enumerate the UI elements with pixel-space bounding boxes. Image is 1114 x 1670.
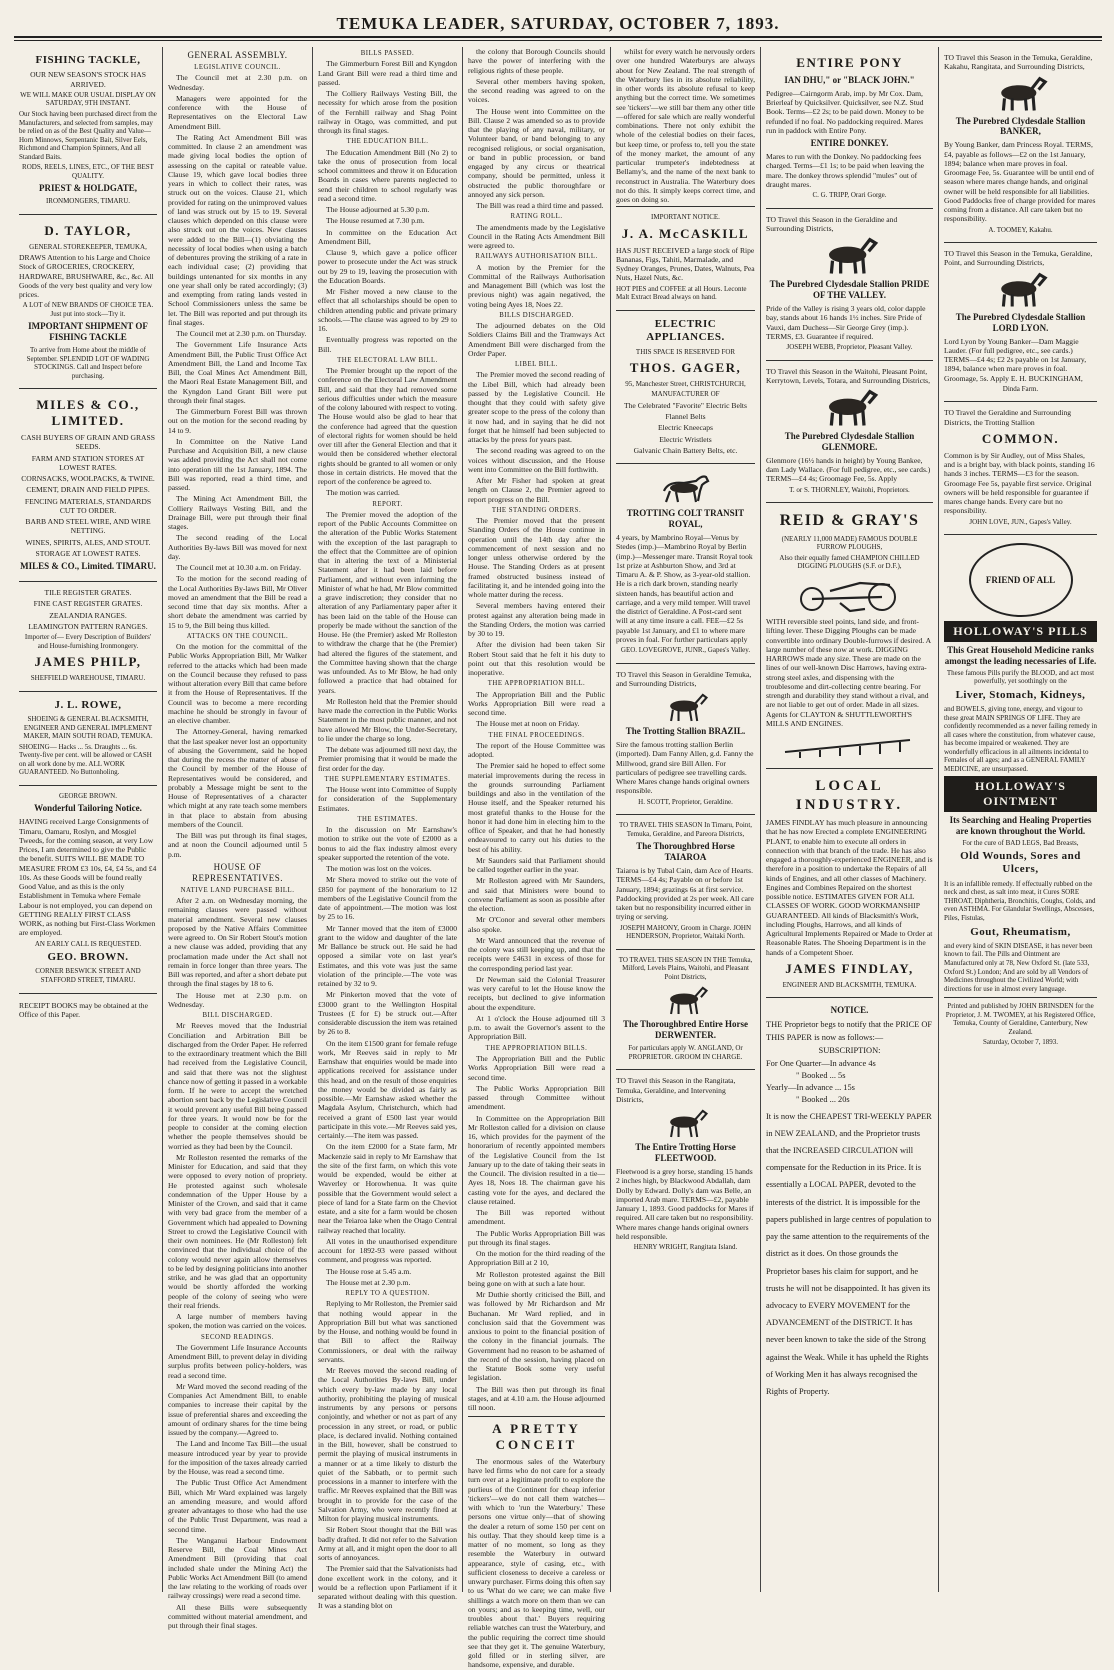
section-sub: REPORT. [372, 500, 403, 508]
common-ad [944, 402, 1097, 535]
column-7 [938, 47, 1102, 1592]
pills-body2: and BOWELS, giving tone, energy, and vigour to these great MAIN SPRINGS OF LIFE. They are confidently recommended as a never failing remedy in all cases where the constitution, from whatever cause, has become impaired or weakened. They are wonderfully efficacious in all ailments incidental to Females of all ages; and as a GENERAL FAMILY MEDICINE, are unsurpassed. [944, 705, 1097, 773]
pride-sign: JOSEPH WEBB, Proprietor, Pleasant Valley. [786, 343, 913, 352]
section-sub: THE ELECTORAL LAW BILL. [337, 356, 438, 364]
fishing-rods: RODS, REELS, LINES, ETC., OF THE BEST QUALITY. [22, 163, 154, 180]
column-2 [162, 47, 312, 1631]
article-paragraph: Several other members having spoken, the second reading was agreed to on the voices. [468, 76, 605, 105]
taiaroa-body: Taiaroa is by Tubal Cain, dam Ace of Hearts. TERMS—£4 4s; Payable on or before 1st January, 1894; grazings 6s at first service. Paddocking provided at 2s per week. All care taken but no responsibility incurred either in trying or serving. [616, 866, 754, 922]
article-paragraph: In Committee on the Native Land Purchase and Acquisition Bill, a new clause was added providing the Act shall not come into operation till the 1st January, 1894. The Bill was reported, read a third time, and passed. [168, 436, 307, 492]
fleetwood-body: Fleetwood is a grey horse, standing 15 hands 2 inches high, by Blackwood Abdallah, dam Dolly by Edward. Dolly's dam was Belle, an imported Arab mare. TERMS—£2, payable January 1, 1893. Good paddocks for Mares if required. All care taken but no responsibility. Where mares change hands original owners held responsible. [616, 1167, 754, 1241]
taylor-sub: GENERAL STOREKEEPER, TEMUKA, [29, 242, 147, 251]
pride-name: The Purebred Clydesdale Stallion PRIDE OF THE VALLEY. [769, 279, 930, 301]
article-paragraph: The Mining Act Amendment Bill, the Colliery Railways Vesting Bill, and the Drainage Bill, were put through their final stages. [168, 494, 307, 531]
article-paragraph: After Mr Fisher had spoken at great length on Clause 2, the Premier agreed to report progress on the Bill. [468, 476, 605, 504]
gager-mfr: MANUFACTURER OF [651, 390, 720, 399]
article-paragraph: On the motion for the committal of the Public Works Appropriation Bill, Mr Walker referred to the attacks which had been made on the Council because they refused to pass without alteration every Bill that came before it from the House of Representatives. If the Council was to become a mere recording machine he should be strongly in favour of an elective chamber. [168, 642, 307, 726]
taylor-ad [19, 215, 157, 390]
article-paragraph: The House adjourned at 5.30 p.m. [326, 205, 430, 215]
pony-body: Pedigree—Cairngorm Arab, imp. by Mr Cox. Dam, Brierleaf by Quicksilver. Quicksilver, see N.Z. Stud Book. Terms—£2 2s; to be paid down. Money to be refunded if no foal. No paddocking required. Mares run in paddock with Entire Pony. [766, 88, 924, 135]
section-sub: THE APPROPRIATION BILLS. [485, 1044, 588, 1052]
article-paragraph: Mr Fisher moved a new clause to the effect that all scholarships should be open to children attending public and private primary schools.—The clause was agreed to by 29 to 16. [318, 287, 457, 334]
brown-ad [19, 786, 157, 994]
priest-sub: IRONMONGERS, TIMARU. [45, 197, 131, 206]
derwenter-ad [616, 950, 755, 1071]
findlay-body: JAMES FINDLAY has much pleasure in announcing that he has now Erected a complete ENGINEERING PLANT, to enable him to execute all orders in connection with that branch of the trade. He has also engaged a thoroughly-experienced ENGINEER, and is therefore in a position to undertake the Repairs of all kinds of Engines, and all other classes of Machinery. Engines and Combines Repaired on the shortest possible notice. ESTIMATES GIVEN FOR ALL CLASSES OF WORK. GOOD WORKMANSHIP GUARANTEED. All kinds of Blacksmith's Work, including Ploughs, Harrows, and all kinds of Agricultural Implements Repaired or Made to Order at Reasonable Rates. The Shoeing Department is in the hands of a Competent Shoer. [766, 818, 933, 957]
lyon-intro: TO Travel this Season in the Temuka, Geraldine, Point, and Surrounding Districts, [944, 249, 1093, 268]
brown-inspect: AN EARLY CALL IS REQUESTED. [34, 939, 142, 948]
article-paragraph: The second reading was agreed to on the voices without discussion, and the House went into Committee on the Bill forthwith. [468, 446, 605, 474]
article-paragraph: The Bill was reported without amendment. [468, 1208, 605, 1227]
article-paragraph: Mr O'Conor and several other members also spoke. [468, 915, 605, 934]
notice-title: NOTICE. [830, 1005, 869, 1016]
article-paragraph: The House met at 2.30 p.m. on Wednesday. [168, 990, 307, 1009]
column-4 [462, 47, 610, 1670]
conceit-title: A PRETTY CONCEIT [492, 1421, 581, 1453]
reid-gray-ad [766, 503, 933, 769]
article-paragraph: Mr Duthie shortly criticised the Bill, and was followed by Mr Richardson and Mr Buchanan. Mr Ward replied, and in conclusion said that the Government was anxious to point to the financial position of the colony in the financial journals. The Government had no reason to be ashamed of the record of the session, having placed on the Statute Book some very useful legislation. [468, 1290, 605, 1383]
friend-of-all-emblem [969, 543, 1073, 617]
reid-sub: (NEARLY 11,000 MADE) FAMOUS DOUBLE FURROW PLOUGHS, [781, 534, 918, 552]
article-paragraph: A motion by the Premier for the Committal of the Railways Authorisation and Management Bill (which was lost the previous night) was again negatived, the voting being Ayes 18, Noes 22. [468, 262, 605, 309]
article-paragraph: Mr Rolleston protested against the Bill being gone on with at such a late hour. [468, 1269, 605, 1288]
article-paragraph: The report of the House Committee was adopted. [468, 740, 605, 760]
section-sub: THE SUPPLEMENTARY ESTIMATES. [324, 775, 451, 783]
findlay-ad [766, 769, 933, 998]
general-assembly-title: GENERAL ASSEMBLY. [187, 50, 288, 60]
article-paragraph: the colony that Borough Councils should have the power of interfering with the religious rights of these people. [468, 47, 605, 75]
article-paragraph: The Bill was read a third time and passed. [476, 201, 604, 210]
subs-row: " Booked ... 5s [796, 1070, 846, 1080]
shipment-body: To arrive from Home about the middle of September. SPLENDID LOT OF WADING STOCKINGS. Call and Inspect before purchasing. [26, 346, 150, 380]
brazil-intro: TO Travel this Season in Geraldine Temuka, and Surrounding Districts, [616, 669, 752, 688]
fleetwood-intro: TO Travel this Season in the Rangitata, Temuka, Geraldine, and Intervening Districts, [616, 1076, 736, 1104]
gager-name: THOS. GAGER, [629, 360, 742, 376]
transit-title: TROTTING COLT TRANSIT ROYAL, [626, 508, 745, 530]
importer: Importer of— Every Description of Builders' and House-furnishing Ironmongery. [24, 633, 152, 650]
reid-sub2: Also their equally famed CHAMPION CHILLED DIGGING PLOUGHS (S.F. or D.F.), [779, 553, 920, 571]
article-paragraph: The motion was lost on the voices. [326, 864, 432, 874]
section-sub: BILLS DISCHARGED. [499, 311, 574, 319]
horse-icon [658, 691, 714, 723]
article-paragraph: The Premier said that the Salvationists had done excellent work in the colony, and it would be a reflection upon Parliament if it separated without dealing with this question. It was a standing blot on [318, 1564, 457, 1611]
subs-row: Yearly—In advance ... 15s [766, 1083, 855, 1093]
article-paragraph: The House went into Committee of Supply for consideration of the Supplementary Estimates. [318, 785, 457, 813]
article-paragraph: On the item £2000 for a State farm, Mr Mackenzie said in reply to Mr Earnshaw that the site of the first farm, on which this vote would be expended, would be either at Waverley or Horowhenua. It was quite possible that the Government would select a piece of land for a State farm on the Cheviot estate, and a site for a farm would be chosen near the Teiaroa lake when the Otago Central railway reached that locality. [318, 1142, 457, 1235]
brazil-body: Sire the famous trotting stallion Berlin (imported). Dam Fanny Allen, g.d. Fanny the Millwood, grand sire Bill Allen. For particulars of pedigree see travelling cards. Where Mares change hands original owners responsible. [616, 740, 754, 796]
gager-ad [616, 311, 755, 465]
glenmore-ad [766, 361, 933, 504]
common-body: Common is by Sir Audley, out of Miss Shales, and is a bright bay, with black points, standing 16 hands 3 inches. TERMS—£3 for the season. Groomage Fee 5s, payable first service. Original owners will be held responsible for guarantee if mares change hands. Every care but no responsibility. [944, 450, 1095, 516]
toomey-ad [944, 47, 1097, 243]
reid-body: WITH reversible steel points, land side, and front-lifting lever. These Digging Ploughs can be made convertible into ordinary Double-furrows if desired. A large number of these now at work. DIGGING HARROWS made any size. These are made on the lines of our well-known Disc Harrows, having extra-strong steel axles, and dispensing with the troublesome and dirt-collecting centre bearing. For strength and durability they stand without a rival, and are not liable to get out of order. Made in all sizes. Agents for CLAYTON & SHUTTLEWORTH'S MILLS AND ENGINES. [766, 617, 931, 728]
holloway-ad [944, 535, 1097, 1055]
ointment-tag: Its Searching and Healing Properties are known throughout the World. [949, 814, 1092, 836]
pills-banner: HOLLOWAY'S PILLS [944, 621, 1097, 642]
article-paragraph: The Rating Act Amendment Bill was committed. In clause 2 an amendment was made giving local bodies the option of assessing on the capital or rateable value. Clause 19, which gave local bodies three years in which to collect their rates, was struck out on the voices. Clause 21, which provided for rating on the unimproved values of land was struck out by 15 to 19. Several clauses which depended on this clause were also struck out on the voices. New clauses were added to the Bill—(1) obviating the necessity of local bodies when using a batch of debentures proving the striking of a rate in each individual case; (2) providing that buildings untenanted for six months in any one year shall only be rated accordingly; (3) and exempting from rating lands vested in School Commissioners unless the same be let. The Bill was reported and put through its final stages. [168, 132, 307, 327]
pills-body: These famous Pills purify the BLOOD, and act most powerfully, yet soothingly on the [946, 668, 1095, 686]
article-paragraph: The House met at noon on Friday. [476, 719, 580, 729]
miles-ad [19, 389, 157, 582]
article-paragraph: The Premier moved the adoption of the report of the Public Accounts Committee on the alteration of the Public Works Statement with the exception of the last paragraph to the effect that the Committee are of opinion that in altering the text of a Ministerial Statement after it had been laid before Parliament, and without even informing the Minister of what he had, Mr Blow committed a grave indiscretion; they consider that no alteration of any Parliamentary paper after it has been laid on the table of the House can properly be made without the sanction of the House. He (the Premier) asked Mr Rolleston to withdraw the charge that he (the Premier) had altered the figures of the statement, and the Committee having shown that the charge was unfounded. As to Mr Blow, he had only followed a practice that had obtained for years. [318, 509, 457, 695]
article-paragraph: Mr Shera moved to strike out the vote of £850 for payment of the honorarium to 12 members of the Legislative Council from the date of appointment.—The motion was lost by 25 to 16. [318, 875, 457, 922]
lyon-sign: Dinda Farm. [1002, 384, 1039, 393]
section-sub: LIBEL BILL. [515, 361, 558, 369]
notice-head: IMPORTANT NOTICE. [651, 213, 720, 222]
printed-by: Printed and published by JOHN BRINSDEN for the Proprietor, J. M. TWOMEY, at his Registered Office, Temuka, County of Geraldine, Canterbury, New Zealand. [945, 1002, 1096, 1036]
article-paragraph: Sir Robert Stout thought that the Bill was badly drafted. It did not refer to the Salvation Army at all, and it might open the door to all sorts of annoyances. [318, 1525, 457, 1563]
section-sub: RAILWAYS AUTHORISATION BILL. [475, 253, 598, 261]
section-sub: THE EDUCATION BILL. [346, 138, 429, 146]
miles-item: FARM AND STATION STORES AT LOWEST RATES. [31, 453, 145, 472]
clydesdale-horse-icon [988, 75, 1054, 113]
brown-title: Wonderful Tailoring Notice. [34, 803, 142, 814]
gager-item: Electric Wristlets [659, 434, 712, 444]
fleetwood-sign: HENRY WRIGHT, Rangitata Island. [633, 1243, 738, 1252]
clydesdale-horse-icon [815, 236, 885, 276]
pony-name: IAN DHU," or "BLACK JOHN." [784, 74, 915, 85]
article-paragraph: The Premier moved that the present Standing Orders of the House continue in operation until the 14th day after the commencement of next session and no longer unless otherwise ordered by the House. The Standing Orders as at present framed obstructed business instead of facilitating it, and he intended going into the whole matter during the recess. [468, 516, 605, 600]
gager-addr: 95, Manchester Street, CHRISTCHURCH, [625, 379, 746, 388]
mccaskill-body2: HOT PIES and COFFEE at all Hours. Leconte Malt Extract Bread always on hand. [616, 284, 747, 302]
reid-title: REID & GRAY'S [779, 512, 920, 530]
harrow-icon [780, 730, 920, 760]
miles-foot: MILES & CO., Limited. TIMARU. [20, 561, 156, 572]
article-paragraph: Replying to Mr Rolleston, the Premier said that nothing would appear in the Appropriation Bill but what was sanctioned by the House, and nothing would be found in that Bill to affect the Railway Commissioners, or deal with the railway servants. [318, 1299, 457, 1364]
miles-item: CORNSACKS, WOOLPACKS, & TWINE. [21, 474, 155, 484]
lyon-name: The Purebred Clydesdale Stallion LORD LYON. [955, 311, 1086, 333]
article-paragraph: After the division had been taken Sir Robert Stout said that he felt it his duty to point out that this resolution would be inoperative. [468, 640, 605, 678]
brazil-sign: H. SCOTT, Proprietor, Geraldine. [638, 797, 733, 806]
common-name: COMMON. [981, 430, 1060, 446]
horse-icon [658, 1107, 714, 1139]
ointment-big: Old Wounds, Sores and Ulcers, [960, 850, 1081, 876]
fishing-display: WE WILL MAKE OUR USUAL DISPLAY ON SATURDAY, 9TH INSTANT. [20, 90, 156, 108]
local-industry-title: LOCAL INDUSTRY. [795, 778, 904, 813]
article-paragraph: At 1 o'clock the House adjourned till 3 p.m. to await the Governor's assent to the Appropriation Bill. [468, 1013, 605, 1042]
article-paragraph: The Bill was put through its final stages, and at noon the Council adjourned until 5 p.m. [168, 831, 307, 859]
notice-body: THE Proprietor begs to notify that the PRICE OF THIS PAPER is now as follows:— [766, 1020, 933, 1042]
article-paragraph: The Public Works Appropriation Bill passed through Committee without amendment. [468, 1083, 605, 1112]
pride-ad [766, 209, 933, 361]
article-paragraph: whilst for every watch he nervously orders over one hundred Waterburys are always about for New Zealand. The real strength of the Waterbury lies in its absolute reliability, in other words its absolute refusal to keep anything but the correct time. We sometimes see 'tickers'—we still bar them any other title—offered for sale which are really wonderful combinations. There not only exhibit the whole of the celestial bodies on their faces, but keep time, or profess to, tell you the state of the money market, the amount of any particular trumpeter's indebtedness at Bellamy's, and the name of the next bank to reconstruct in Australia. The Waterbury does not do this. It simply keeps correct time, and goes on doing so. [616, 47, 755, 204]
miles-item: CEMENT, DRAIN AND FIELD PIPES. [26, 485, 150, 495]
glenmore-name: The Purebred Clydesdale Stallion GLENMORE. [784, 431, 915, 453]
fishing-title: FISHING TACKLE, [35, 54, 141, 66]
friend-of-all-label: FRIEND OF ALL [985, 574, 1056, 585]
article-paragraph: Mr Reeves moved the second reading of the Local Authorities By-laws Bill, under which every by-law made by any local authority, prohibiting the playing of musical instruments by any persons or persons conjointly, and whether or not as part of any procession in any street, or road, or public place, is declared invalid. Nothing contained in the Bill, however, shall be construed to permit the playing of musical instruments in a manner or at a time likely to disturb the quiet of the Sabbath, or to permit such processions in a manner to interfere with the traffic. Mr Reeves explained that the Bill was brought in to provide for the case of the Salvation Army, who were recently fined at Milton for playing musical instruments. [318, 1366, 457, 1524]
article-paragraph: Mr Reeves moved that the Industrial Conciliation and Arbitration Bill be discharged from the Order Paper. He referred to the extraordinary treatment which the Bill had received from the Legislative Council, and said that there was not the slightest chance now of getting it passed in a workable form. If he were to accept the wretched abortion sent back by the Legislative Council it would prevent any useful Bill being passed for three years. It would now be for the people to consider at the coming election whether the people themselves should be worried as they had been by the Council. [168, 1021, 307, 1151]
article-paragraph: The House met at 2.30 p.m. [326, 1277, 411, 1287]
glenmore-sign: T. or S. THORNLEY, Waitohi, Proprietors. [789, 485, 910, 494]
section-sub: THE ESTIMATES. [357, 815, 418, 823]
rowe-name: J. L. ROWE, [54, 698, 122, 711]
article-paragraph: On the motion for the third reading of the Appropriation Bill at 2 10, [468, 1249, 605, 1268]
grates-item: TILE REGISTER GRATES. [44, 588, 132, 598]
horse-icon [658, 984, 714, 1016]
article-paragraph: The Gimmerburn Forest Bill and Kyngdon Land Grant Bill were read a third time and passed. [318, 59, 457, 87]
article-paragraph: The Government Life Insurance Accounts Amendment Bill, to prevent delay in dividing surplus profits between policy-holders, was read a second time. [168, 1342, 307, 1380]
brazil-name: The Trotting Stallion BRAZIL. [625, 726, 746, 737]
ointment-body: For the cure of BAD LEGS, Bad Breasts, [962, 838, 1079, 847]
article-paragraph: Mr Saunders said that Parliament should be called together earlier in the year. [468, 855, 605, 875]
article-paragraph: A large number of members having spoken, the motion was carried on the voices. [168, 1312, 307, 1331]
article-paragraph: The Government Life Insurance Acts Amendment Bill, the Public Trust Office Act Amendment Bill, the Land and Income Tax Bill, the Coal Mines Act Amendment Bill, the Maori Real Estate Management Bill, and the Kyngdon Land Grant Bill were put through their final stages. [168, 340, 307, 405]
glenmore-intro: TO Travel this Season in the Waitohi, Pleasant Point, Kerrytown, Levels, Totara, and Surrounding Districts, [766, 366, 931, 385]
transit-body: 4 years, by Mambrino Royal—Venus by Stedes (imp.)—Mambrino Royal by Berlin (imp.)—Messenger mare. Transit Royal took 1st prize at Ashburton Show, and 3rd at Timaru A. & P. Show, as 3-year-old stallion. He is a rich dark brown, standing nearly sixteen hands, has beautiful action and carriage, and a very mild temper. Will travel the district of Geraldine. A Post-card sent will at any time insure a call. FEE—£2 5s payable 1st January, and £1 to where mare proves in foal. For further particulars apply [616, 533, 753, 644]
common-intro: TO Travel the Geraldine and Surrounding Districts, the Trotting Stallion [944, 408, 1072, 427]
gager-item: Galvanic Chain Battery Belts, etc. [633, 445, 738, 455]
taiaroa-sign: JOSEPH MAHONY, Groom in Charge. JOHN HENDERSON, Proprietor, Waitaki North. [620, 923, 751, 941]
article-paragraph: In Committee on the Appropriation Bill Mr Rolleston called for a division on clause 16, which provides for the payment of the honorarium of recently appointed members of the Legislative Council from the 1st January up to the date of taking their seats in the Council. The division resulted in a tie—Ayes 18, Noes 18. The chairman gave his casting vote for the ayes, and declared the clause retained. [468, 1113, 605, 1206]
clydesdale-horse-icon [988, 271, 1054, 309]
article-paragraph: In committee on the Education Act Amendment Bill, [318, 227, 457, 246]
article-paragraph: The Premier brought up the report of the conference on the Electoral Law Amendment Bill, and said that they had removed some serious difficulties under which the measure of the colony laboured with respect to voting. The House would also be glad to hear that the conference had agreed that the question of electoral rights for women should be held over till after the General Election and that it would then be considered whether electoral rights should be granted to all women or only those in certain districts. He moved that the report of the conference be agreed to. [318, 366, 457, 487]
article-paragraph: The Appropriation Bill and the Public Works Appropriation Bill were read a second time. [468, 1054, 605, 1082]
toomey-sign: A. TOOMEY, Kakahu. [988, 225, 1053, 234]
column-1 [14, 47, 162, 1592]
cheap-body: It is now the CHEAPEST TRI-WEEKLY PAPER in NEW ZEALAND, and the Proprietor trusts that the INCREASED CIRCULATION will compensate for the Reduction in its Price. It is essentially a LOCAL PAPER, devoted to the interests of the district. It is impossible for the papers published in large centres of population to pay the same attention to the requirements of the district as it does. On those grounds the Proprietor bases his claim for support, and he trusts he will not be disappointed. It has given its advocacy to EVERY MOVEMENT for the ADVANCEMENT of the DISTRICT. It has never been known to take the side of the Strong against the Weak. While it has upheld the Rights of Working Men it has always recognised the Rights of Property. [766, 1111, 932, 1397]
taiaroa-intro: TO TRAVEL THIS SEASON In Timaru, Point, Temuka, Geraldine, and Pareora Districts, [618, 821, 753, 838]
article-paragraph: After 2 a.m. on Wednesday morning, the remaining clauses were passed without material amendment. Several new clauses proposed by the Native Affairs Committee were agreed to. On Sir Robert Stout's motion a new clause was added, providing that any proclamation made under the Act shall not remain in force longer than three years. The Bill was reported, and after a short debate put through the final stages by 18 to 6. [168, 896, 307, 989]
article-paragraph: Mr Rolleston agreed with Mr Saunders, and said that Ministers were bound to convene Parliament as soon as possible after the election. [468, 876, 605, 914]
section-sub: RATING ROLL. [510, 213, 563, 221]
rowe-body: SHOEING & GENERAL BLACKSMITH, ENGINEER AND GENERAL IMPLEMENT MAKER, MAIN SOUTH ROAD, TEMUKA. [23, 715, 153, 741]
transit-sign: GEO. LOVEGROVE, JUNR., Gapes's Valley. [620, 646, 751, 655]
fishing-body: Our Stock having been purchased direct from the Manufacturers, and selected from samples, may be relied on as of the Best Quality and Value— Horn Minnows, Serpentanic Bait, Silver Eels, Richmond and Champion Spinners, And all Standard Baits. [19, 109, 157, 161]
article-paragraph: The Land and Income Tax Bill—the usual measure introduced year by year to provide for the imposition of the taxes already carried by the House, was read a second time. [168, 1439, 307, 1477]
grates-item: FINE CAST REGISTER GRATES. [33, 599, 143, 609]
fishing-intro: OUR NEW SEASON'S STOCK HAS ARRIVED. [30, 70, 146, 89]
lyon-body: Lord Lyon by Young Banker—Dam Maggie Lauder. (For full pedigree, etc., see cards.) TERMS—£4 4s; £2 2s payable on 1st January, 1894, balance when mare proves in foal. Groomage, 5s. Apply E. H. BUCKINGHAM, [944, 336, 1087, 383]
findlay-sub: ENGINEER AND BLACKSMITH, TEMUKA. [782, 980, 917, 989]
rowe-ad [19, 692, 157, 786]
grates-item: ZEALANDIA RANGES. [49, 610, 127, 620]
section-sub: ATTACKS ON THE COUNCIL. [186, 632, 289, 640]
taylor-tea: A LOT of NEW BRANDS OF CHOICE TEA. Just put into stock—Try it. [22, 301, 154, 318]
article-paragraph: All these Bills were subsequently committed without material amendment, and put through their final stages. [168, 1602, 307, 1631]
fishing-tackle-ad [19, 47, 157, 215]
article-paragraph: The motion was carried. [326, 488, 400, 498]
column-5 [610, 47, 760, 1592]
article-paragraph: The House rose at 5.45 a.m. [326, 1266, 412, 1276]
fleetwood-name: The Entire Trotting Horse FLEETWOOD. [635, 1142, 736, 1164]
gager-item: Flannel Belts [665, 412, 706, 422]
article-paragraph: Mr Ward announced that the revenue of the colony was still keeping up, and that the receipts were £4631 in excess of those for the corresponding period last year. [468, 935, 605, 973]
donkey-sign: C. G. TRIPP, Orari Gorge. [812, 191, 887, 200]
masthead: TEMUKA LEADER, SATURDAY, OCTOBER 7, 1893. [336, 14, 780, 33]
miles-item: STORAGE AT LOWEST RATES. [35, 548, 141, 558]
brazil-ad [616, 664, 755, 816]
gager-item: Electric Kneecaps [657, 423, 714, 433]
article-paragraph: To the motion for the second reading of the Local Authorities By-laws Bill, Mr Oliver moved an amendment that the Bill be read a second time that day six months. After a short debate the amendment was carried by 15 to 9, the Bill being thus killed. [168, 574, 307, 630]
conceit-body: The enormous sales of the Waterbury have led firms who do not care for a steady turn over at a legitimate profit to explore the purlieus of the Continent for cheap inferior 'tickers'—we do not call them watches—with which to 'run the Waterbury.' These persons one virtue only—that of showing the dealer a return of some 150 per cent on his outlay. That they should keep time is a matter of no moment, so long as they resemble the Waterbury in outward appearance, style of casing, etc., with sufficient closeness to deceive a careless or unwary purchaser. Firms doing this often say to us 'What do we care; we can make five shillings a watch more on them than we can on yours; and as to keeping time, well, our troubles about that.' Buyers requiring reliable watches can trust the Waterbury, and the public requiring the correct time should see that they get it. The genuine Waterbury, gold filled or in sterling silver, are handsome, expensive, and durable. [468, 1456, 605, 1670]
section-sub: BILLS PASSED. [360, 50, 415, 57]
toomey-body: By Young Banker, dam Princess Royal. TERMS, £4, payable as follows—£2 on the 1st January, 1894; balance when mare proves in foal. Groomage Fee, 5s. Guarantee will be until end of season where mares change hands, and original owner will be held responsible for all liabilities. Good Paddocks free of charge provided for mares coming from a distance. All care taken but no responsibility. [944, 140, 1096, 224]
plough-icon [790, 573, 910, 613]
article-paragraph: The Colliery Railways Vesting Bill, the necessity for which arose from the position of the Fernhill railway and Shag Point railway in Otago, was committed, and put through its final stages. [318, 89, 457, 136]
pony-ad [766, 47, 933, 209]
donkey-title: ENTIRE DONKEY. [810, 138, 889, 149]
mccaskill-name: J. A. McCASKILL [621, 225, 750, 241]
derwenter-sign: For particulars apply W. ANGLAND, Or PROPRIETOR. GROOM IN CHARGE. [628, 1044, 743, 1061]
miles-item: FENCING MATERIALS, STANDARDS CUT TO ORDER. [24, 496, 152, 515]
article-paragraph: Clause 9, which gave a police officer power to prosecute under the Act was struck out by 29 to 19, leaving the prosecution with the Education Boards. [318, 248, 457, 285]
article-paragraph: The Gimmerburn Forest Bill was thrown out on the motion for the second reading by 14 to 9. [168, 407, 307, 435]
section-sub: SECOND READINGS. [201, 1333, 274, 1341]
columns [14, 47, 1102, 1670]
section-sub: THE APPROPRIATION BILL. [487, 680, 586, 688]
article-paragraph: Several members having entered their protest against any alteration being made in the Standing Orders, the motion was carried by 30 to 19. [468, 601, 605, 639]
donkey-body: Mares to run with the Donkey. No paddocking fees charged. Terms—£1 1s; to be paid when leaving the mare. The donkey throws splendid "mules" out of draught mares. [766, 152, 924, 189]
derwenter-intro: TO TRAVEL THIS SEASON IN THE Temuka, Milford, Levels Plains, Waitohi, and Pleasant Point Districts, [618, 955, 753, 981]
section-sub: THE FINAL PROCEEDINGS. [488, 731, 585, 739]
toomey-intro: TO Travel this Season in the Temuka, Geraldine, Kakahu, Rangitata, and Surrounding Districts, [944, 53, 1093, 72]
article-paragraph: Mr Ward moved the second reading of the Companies Act Amendment Bill, to enable companies to increase their capital by the issue of preferential shares and exceeding the amount of ordinary shares for the time being issued by the company.—Agreed to. [168, 1381, 307, 1438]
electric-title: ELECTRIC APPLIANCES. [646, 317, 725, 344]
philp-ad [19, 582, 157, 691]
pills-organs: Liver, Stomach, Kidneys, [955, 688, 1086, 701]
lord-lyon-ad [944, 243, 1097, 402]
brown-sign: GEO. BROWN. [47, 951, 129, 964]
pills-tag: This Great Household Medicine ranks amongst the leading necessaries of Life. [944, 644, 1097, 666]
masthead-rule [14, 36, 1102, 41]
article-paragraph: The Council met at 10.30 a.m. on Friday. [176, 563, 301, 572]
brown-addr: CORNER BESWICK STREET AND STAFFORD STREET, TIMARU. [35, 967, 141, 984]
trotting-horse-icon [656, 471, 716, 505]
receipt-books: RECEIPT BOOKS may be obtained at the Office of this Paper. [19, 1001, 148, 1020]
common-sign: JOHN LOVE, JUN., Gapes's Valley. [969, 517, 1072, 526]
taylor-name: D. TAYLOR, [44, 222, 132, 238]
ointment-gout: Gout, Rheumatism, [970, 925, 1071, 938]
subscription-notice [766, 998, 933, 1408]
article-paragraph: The Attorney-General, having remarked that the last speaker never lost an opportunity of abusing the Government, said he hoped that during the recess the matter of abuse of the Council by member of the House of Representatives would be considered, and probably a Message might be sent to the House of Representatives of a character which might at any rate teach some members in that place to abstain from abusing members of the Council. [168, 727, 307, 829]
section-sub: NATIVE LAND PURCHASE BILL. [180, 886, 295, 894]
taiaroa-ad [616, 815, 755, 950]
subs-row: For One Quarter—In advance 4s [766, 1058, 876, 1068]
miles-item: CASH BUYERS OF GRAIN AND GRASS SEEDS. [21, 433, 155, 452]
article-paragraph: The second reading of the Local Authorities By-laws Bill was moved for next day. [168, 533, 307, 561]
brown-head: GEORGE BROWN. [59, 791, 117, 800]
printed-date: Saturday, October 7, 1893. [983, 1038, 1058, 1047]
article-paragraph: The House resumed at 7.30 p.m. [326, 216, 425, 226]
article-paragraph: Mr Rolleston resented the remarks of the Minister for Education, and said that they were opposed to every notion of propriety. He protested against such wholesale condemnation of the Upper House by a Minister of the Crown, and said that it came with very bad grace from the member of a Government which had appealed to Downing Street to crowd the Legislative Council with their own nominees. He (Mr Rolleston) felt convinced that the individual choice of the colony would never again allow themselves to be led by designing politicians into another strike, and he was glad that an opportunity would be shortly afforded the working people of the colony of seeing who were their real friends. [168, 1152, 307, 1310]
article-paragraph: The Appropriation Bill and the Public Works Appropriation Bill were read a second time. [468, 689, 605, 718]
miles-item: WINES, SPIRITS, ALES, AND STOUT. [25, 537, 151, 547]
pony-title: ENTIRE PONY [796, 55, 903, 70]
ointment-body3: and every kind of SKIN DISEASE, it has never been known to fail. The Pills and Ointment are Manufactured only at 78, New Oxford St. (late 533, Oxford St.) London; And are sold by all Vendors of Medicines throughout the Civilized World; with directions for use in almost every language. [944, 941, 1093, 993]
article-paragraph: Managers were appointed for the conference with the House of Representatives on the Electoral Law Amendment Bill. [168, 93, 307, 131]
toomey-name: The Purebred Clydesdale Stallion BANKER, [955, 115, 1086, 137]
section-sub: BILL DISCHARGED. [202, 1012, 273, 1019]
fleetwood-ad [616, 1070, 755, 1259]
article-paragraph: Mr Pinkerton moved that the vote of £3000 grant to the Wellington Hospital Trustees (£ for £) be struck out.—After considerable discussion the item was retained by 26 to 8. [318, 990, 457, 1037]
article-paragraph: The Education Amendment Bill (No 2) to take the onus of prosecution from local school committees and throw it on Education Boards in cases where parents neglected to send their children to school regularly was read a second time. [318, 147, 457, 203]
article-paragraph: The Bill was then put through its final stages, and at 4.10 a.m. the House adjourned till noon. [468, 1384, 605, 1412]
grates-item: LEAMINGTON PATTERN RANGES. [28, 621, 148, 631]
article-paragraph: The Wanganui Harbour Endowment Reserve Bill, the Coal Mines Act Amendment Bill (providing that coal included shale under the Mining Act) the Public Works Act Amendment Bill (to amend the law relating to the working of roads over railway crossings) were read a second time. [168, 1535, 307, 1601]
mccaskill-body: HAS JUST RECEIVED a large stock of Ripe Bananas, Figs, Tahiti, Marmalade, and Sydney Oranges, Prunes, Dates, Walnuts, Pea Nuts, Hazel Nuts, &c. [616, 245, 755, 283]
article-paragraph: Eventually progress was reported on the Bill. [318, 335, 457, 354]
column-6 [760, 47, 938, 1592]
miles-item: BARB AND STEEL WIRE, AND WIRE NETTING. [25, 517, 151, 536]
ointment-body2: It is an infallible remedy. If effectually rubbed on the neck and chest, as salt into meat, it Cures SORE THROAT, Diphtheria, Bronchitis, Coughs, Colds, and even ASTHMA. For Glandular Swellings, Abscesses, Piles, Fistulas, [944, 879, 1096, 923]
glenmore-body: Glenmore (16½ hands in height) by Young Bankee, dam Lady Wallace. (For full pedigree, etc., see cards.) TERMS—£4 4s; Groomage Fee, 5s. Apply [766, 455, 931, 484]
article-paragraph: The amendments made by the Legislative Council in the Rating Acts Amendment Bill were agreed to. [468, 222, 605, 251]
article-paragraph: The Public Works Appropriation Bill was put through its final stages. [468, 1228, 605, 1247]
pride-body: Pride of the Valley is rising 3 years old, color dapple bay, stands about 16 hands 1½ inches. Sire Pride of Vauxi, dam Duchess—Sir George Grey (imp.). TERMS, £3. Guarantee if required. [766, 304, 926, 341]
article-paragraph: The Council met at 2.30 p.m. on Thursday. [176, 329, 307, 338]
section-sub: THE STANDING ORDERS. [491, 506, 582, 514]
clydesdale-horse-icon [815, 388, 885, 428]
philp-sub: SHEFFIELD WAREHOUSE, TIMARU. [30, 674, 146, 683]
article-paragraph: The Premier moved the second reading of the Libel Bill, which had already been passed by the Legislative Council. He thought that they could with safety give greater scope to the press of the colony than it now had, and in saying that he did not forget that he himself had been subjected to attacks by the press for years past. [468, 370, 605, 445]
mccaskill-ad [616, 206, 755, 310]
miles-name: MILES & CO., LIMITED. [36, 397, 140, 429]
philp-name: JAMES PHILP, [34, 654, 142, 670]
column-3 [312, 47, 462, 1611]
article-paragraph: Dr Newman said the Colonial Treasurer was very careful to let the House know the receipts, but declined to give information about the expenditure. [468, 974, 605, 1012]
section-sub: REPLY TO A QUESTION. [345, 1290, 430, 1298]
findlay-name: JAMES FINDLAY, [785, 960, 914, 976]
article-paragraph: The debate was adjourned till next day, the Premier promising that it would be made the first order for the day. [318, 745, 457, 773]
section-sub: LEGISLATIVE COUNCIL. [194, 63, 281, 71]
brown-body: HAVING received Large Consignments of Timaru, Oamaru, Roslyn, and Mosgiel Tweeds, for the coming season, at very Low Prices, I am determined to give the Public the benefit. SUITS WILL BE MADE TO MEASURE FROM £3 10s, £4, £4 5s, and £4 10s. As these Goods will be found really Good Value, and as this is the only Establishment in Temuka where Female Labour is not employed, you can depend on GETTING REALLY FIRST CLASS WORK, as nothing but First-Class Workmen are employed. [19, 817, 157, 938]
subs-row: " Booked ... 20s [796, 1095, 850, 1105]
shipment-title: IMPORTANT SHIPMENT OF FISHING TACKLE [28, 321, 148, 343]
article-paragraph: In the discussion on Mr Earnshaw's motion to strike out the vote of £2000 as a bonus to aid the flax industry almost every speaker supported the retention of the vote. [318, 825, 457, 862]
rowe-shoeing: SHOEING— Hacks ... 5s. Draughts ... 6s. Twenty-five per cent. will be allowed or CASH on all work done by me. ALL WORK GUARANTEED. No Buttonholing. [19, 742, 152, 777]
priest-holdgate: PRIEST & HOLDGATE, [39, 183, 137, 194]
article-paragraph: On the item £1500 grant for female refuge work, Mr Reeves said in reply to Mr Earnshaw that enquiries would be made into applications received for assistance under this head, and on the result of those enquiries the money would be divided as fairly as possible.—Mr Earnshaw asked whether the Magdala Asylum, Christchurch, which had received a grant of £500 last year would participate in this vote.—Mr Reeves said yes, certainly.—The item was passed. [318, 1038, 457, 1141]
article-paragraph: Mr Rolleston held that the Premier should have made the correction in the Public Works Statement in the most public manner, and not have allowed Mr Blow, the Under-Secretary, to lie under the charge so long. [318, 696, 457, 743]
article-paragraph: The House went into Committee on the Bill. Clause 2 was amended so as to provide that the playing of any naval, military, or Volunteer band, or band belonging to any recognised religious, or social organisation, or band in public procession, or band engaged by any circus or theatrical company, should be permitted, unless it obstructed the public thoroughfare or annoyed any sick person. [468, 106, 605, 199]
article-paragraph: The adjourned debates on the Old Soldiers Claims Bill and the Tramways Act Amendment Bill were discharged from the Order Paper. [468, 321, 605, 358]
article-paragraph: All votes in the unauthorised expenditure account for 1892-93 were passed without comment, and progress was reported. [318, 1236, 457, 1265]
pride-intro: TO Travel this Season in the Geraldine and Surrounding Districts, [766, 214, 898, 233]
taiaroa-name: The Thoroughbred Horse TAIAROA [636, 841, 735, 863]
subs-title: SUBSCRIPTION: [818, 1046, 881, 1056]
article-paragraph: The Public Trust Office Act Amendment Bill, which Mr Ward explained was largely an amending measure, and would afford greater advantages to those who had the use of the Public Trust Department, was read a second time. [168, 1478, 307, 1534]
taylor-body: DRAWS Attention to his Large and Choice Stock of GROCERIES, CROCKERY, HARDWARE, BRUSHWARE, &c., &c. All Goods of the very best quality and very low prices. [19, 253, 154, 300]
transit-royal-ad [616, 464, 755, 663]
article-paragraph: The Premier said he hoped to effect some material improvements during the recess in the grounds surrounding Parliament buildings and also in the ventilation of the House itself, and the Speaker returned his most grateful thanks to the House for the honor it had done him in electing him to the office of Speaker, and that he had honestly endeavoured to carry out his duties to the best of his ability. [468, 761, 605, 854]
gager-space: THIS SPACE IS RESERVED FOR [635, 347, 736, 356]
derwenter-name: The Thoroughbred Entire Horse DERWENTER. [622, 1019, 749, 1041]
house-title: HOUSE OF REPRESENTATIVES. [191, 861, 284, 883]
article-paragraph: The Council met at 2.30 p.m. on Wednesday. [168, 73, 307, 92]
gager-item: The Celebrated "Favorite" Electric Belts [623, 400, 747, 410]
ointment-banner: HOLLOWAY'S OINTMENT [944, 776, 1097, 811]
article-paragraph: Mr Tanner moved that the item of £3000 grant to the widow and daughter of the late Mr Ballance be struck out. He said he had opposed a similar vote on last year's Estimates, and this vote was just the same violation of the principle.—The vote was retained by 32 to 9. [318, 923, 457, 989]
